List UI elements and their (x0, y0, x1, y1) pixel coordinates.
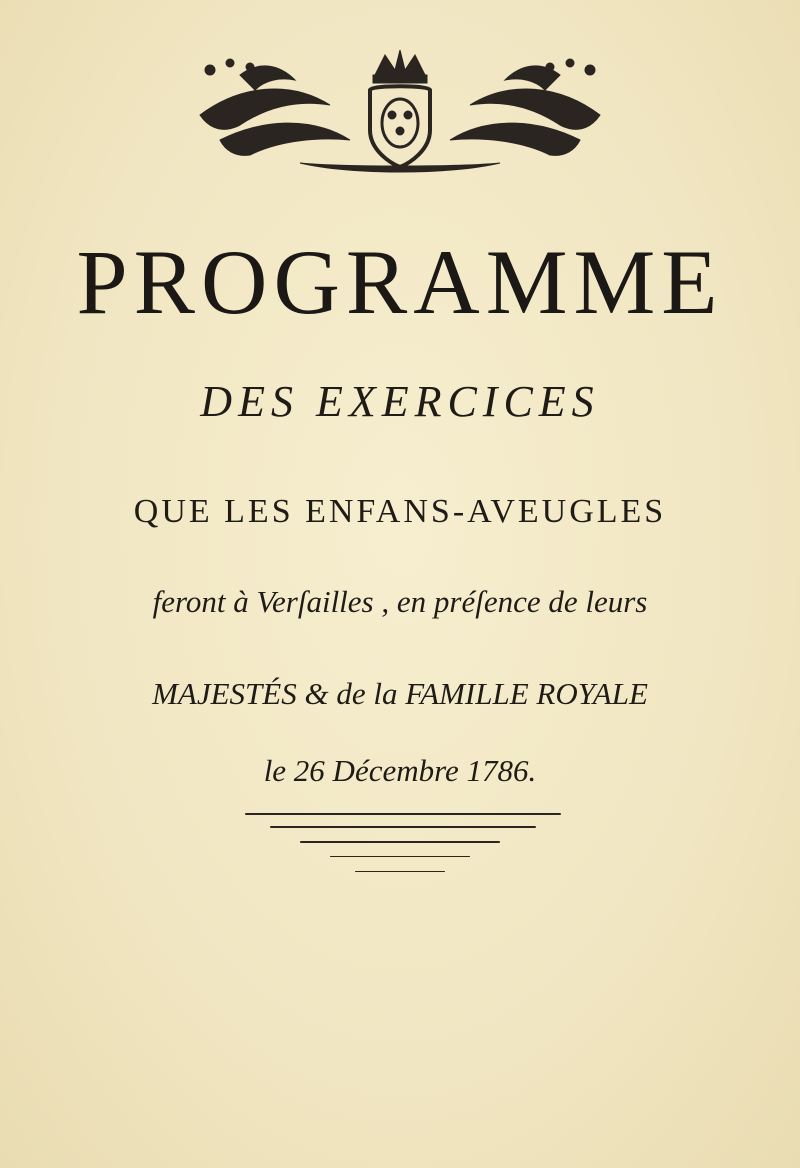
title-des-exercices: DES EXERCICES (200, 377, 600, 426)
divider-rule (245, 813, 561, 815)
divider-rule (330, 856, 470, 857)
fleuron-crown-ornament (180, 45, 620, 175)
majesties-line: MAJESTÉS & de la FAMILLE ROYALE (152, 676, 648, 711)
divider-rule (270, 826, 536, 828)
divider-rule (300, 841, 500, 843)
place-line: feront à Verſailles , en préſence de leurs (152, 584, 648, 619)
subject-line: QUE LES ENFANS-AVEUGLES (133, 493, 667, 530)
title-programme: PROGRAMME (76, 231, 724, 333)
date-line: le 26 Décembre 1786. (263, 753, 537, 788)
divider-rule (355, 871, 445, 872)
